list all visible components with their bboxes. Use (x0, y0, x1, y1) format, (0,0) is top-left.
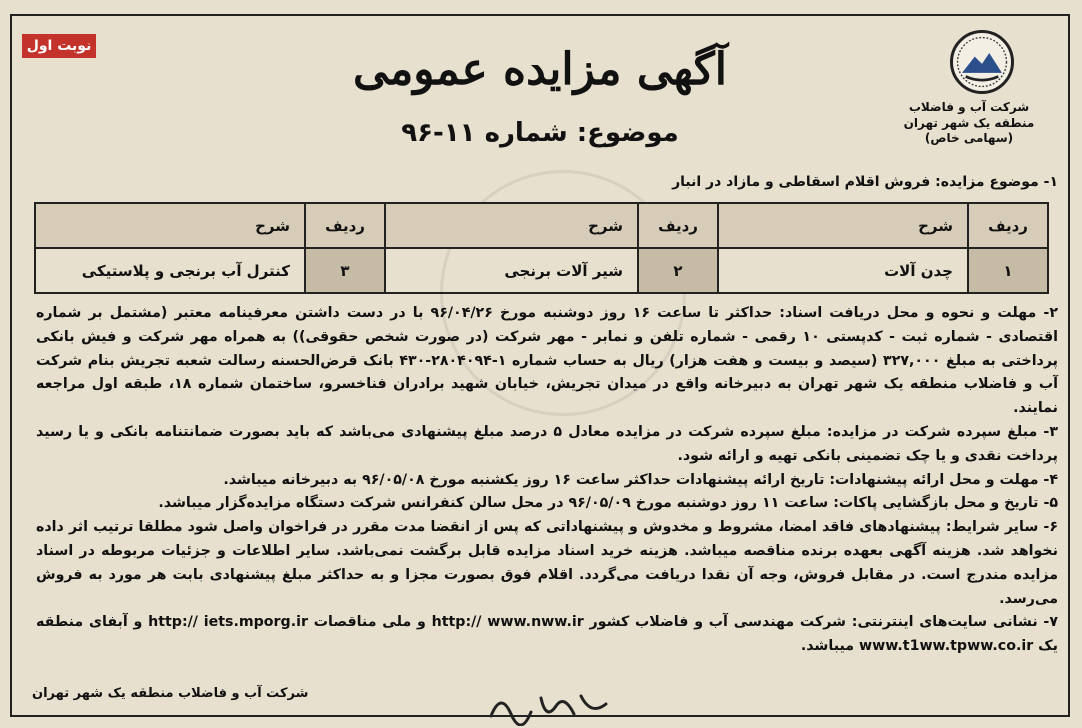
company-logo-icon (950, 30, 1014, 94)
company-line-2: منطقه یک شهر تهران (903, 115, 1035, 130)
page-title: آگهی مزایده عمومی (353, 44, 727, 95)
auction-subject: موضوع: شماره ۱۱-۹۶ (401, 118, 679, 148)
table-header-cell: شرح (35, 203, 305, 248)
signature: شرکت آب و فاضلاب منطقه یک شهر تهران (32, 686, 309, 701)
auction-conditions (36, 302, 1058, 659)
table-cell: شیر آلات برنجی (385, 248, 638, 293)
table-header-row (35, 203, 1048, 248)
table-row (35, 248, 1048, 293)
table-cell: چدن آلات (718, 248, 968, 293)
table-cell: ۱ (968, 248, 1048, 293)
items-table (34, 202, 1049, 294)
paragraph-7: ۷- نشانی سایت‌های اینترنتی: شرکت مهندسی آب و فاضلاب کشور http:// www.nww.ir و ملی مناقصات http:// iets.mporg.ir و آبفای منطقه یک www.t1ww.tpww.co.ir میباشد. (36, 614, 1058, 655)
publication-badge: نوبت اول (22, 34, 96, 58)
table-header-cell: ردیف (968, 203, 1048, 248)
company-line-3: (سهامی خاص) (924, 131, 1014, 146)
company-line-1: شرکت آب و فاضلاب (908, 100, 1030, 114)
table-cell: کنترل آب برنجی و پلاستیکی (35, 248, 305, 293)
handwritten-mark-icon (486, 686, 616, 726)
section-1-heading: ۱- موضوع مزایده: فروش اقلام اسقاطی و مازاد در انبار (672, 174, 1058, 190)
paragraph-3: ۳- مبلغ سپرده شرکت در مزایده: مبلغ سپرده شرکت در مزایده معادل ۵ درصد مبلغ پیشنهادی می‌باشد که باید بصورت ضمانتنامه بانکی و یا رسید پرداخت نقدی و یا چک تضمینی بانکی تهیه و ارائه شود. (36, 423, 1058, 464)
table-cell: ۳ (305, 248, 385, 293)
table-header-cell: ردیف (305, 203, 385, 248)
paragraph-4: ۴- مهلت و محل ارائه پیشنهادات: تاریخ ارائه پیشنهادات حداکثر ساعت ۱۶ روز یکشنبه مورخ ۹۶/۰۵/۰۸ به دبیرخانه میباشد. (223, 471, 1058, 488)
table-header-cell: ردیف (638, 203, 718, 248)
table-header-cell: شرح (385, 203, 638, 248)
table-cell: ۲ (638, 248, 718, 293)
paragraph-5: ۵- تاریخ و محل بازگشایی پاکات: ساعت ۱۱ روز دوشنبه مورخ ۹۶/۰۵/۰۹ در محل سالن کنفرانس شرکت دستگاه مزایده‌گزار میباشد. (158, 495, 1058, 512)
table-header-cell: شرح (718, 203, 968, 248)
paragraph-6: ۶- سایر شرایط: پیشنهادهای فاقد امضا، مشروط و مخدوش و پیشنهاداتی که پس از انقضا مدت مقرر در فراخوان واصل شود مطلقا ترتیب اثر داده نخواهد شد. هزینه آگهی بعهده برنده مناقصه میباشد. هزینه خرید اسناد مزایده قابل برگشت نمی‌باشد. سایر اطلاعات و جزئیات مربوطه در اسناد مزایده مندرج است. در مقابل فروش، وجه آن نقدا دریافت می‌گردد. اقلام فوق بصورت مجزا و به حداکثر مبلغ پیشنهادی بابت هر مورد به فروش می‌رسد. (36, 519, 1058, 607)
company-name (894, 100, 1044, 147)
paragraph-2: ۲- مهلت و نحوه و محل دریافت اسناد: حداکثر تا ساعت ۱۶ روز دوشنبه مورخ ۹۶/۰۴/۲۶ با در دست داشتن معرفینامه معتبر (مشتمل بر شماره اقتصادی - شماره ثبت - کدپستی ۱۰ رقمی - شماره تلفن و نمابر - مهر شرکت (در صورت شخص حقوقی)) به همراه مهر شرکت و فیش بانکی پرداختی به مبلغ ۳۲۷,۰۰۰ (سیصد و بیست و هفت هزار) ریال به حساب شماره ۱-۲۸۰۴۰۹۴-۴۳۰ بانک قرض‌الحسنه رسالت شعبه تجریش بنام شرکت آب و فاضلاب منطقه یک شهر تهران به دبیرخانه واقع در میدان تجریش، خیابان شهید برادران فناخسرو، ساختمان شماره ۱۸، طبقه اول مراجعه نمایند. (36, 305, 1058, 417)
